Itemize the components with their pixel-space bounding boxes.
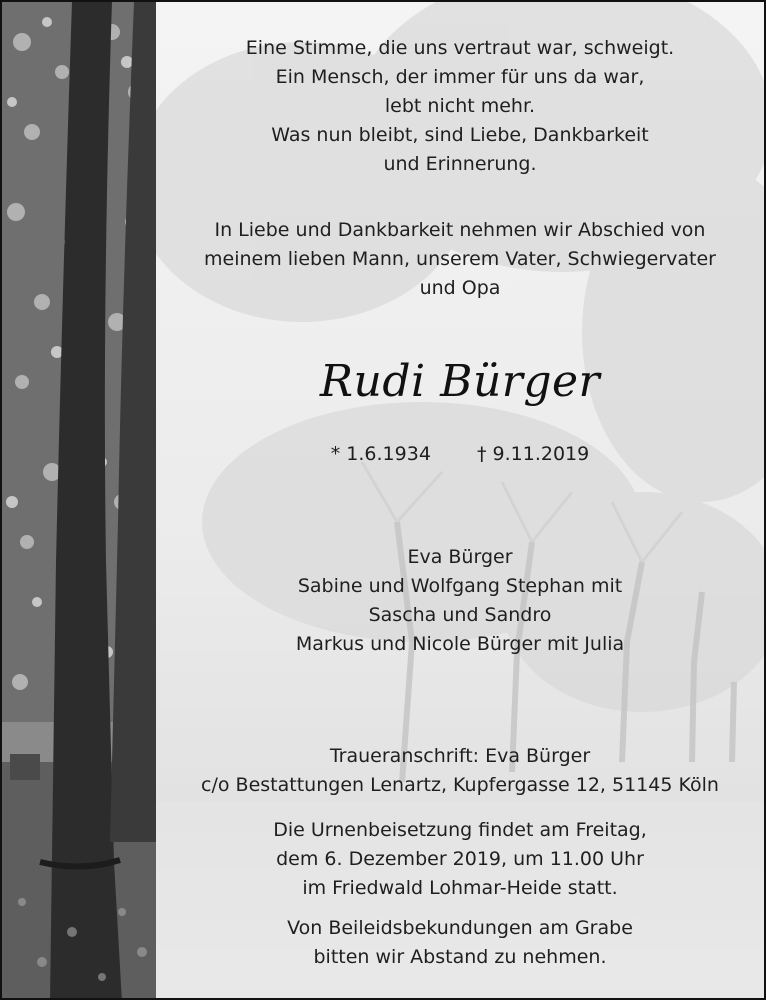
condolence-note [156, 914, 764, 972]
poem-line: lebt nicht mehr. [384, 95, 536, 117]
poem-line: Eine Stimme, die uns vertraut war, schweigt. [245, 37, 675, 59]
condolence-line: Von Beileidsbekundungen am Grabe [287, 917, 633, 939]
deceased-name: Rudi Bürger [319, 356, 601, 407]
birth-date: * 1.6.1934 [330, 443, 431, 465]
mourner-line: Sascha und Sandro [368, 604, 552, 626]
death-date: † 9.11.2019 [476, 443, 590, 465]
poem-line: und Erinnerung. [383, 153, 537, 175]
mourner-line: Sabine und Wolfgang Stephan mit [297, 575, 623, 597]
burial-line: dem 6. Dezember 2019, um 11.00 Uhr [276, 848, 644, 870]
intro-line: und Opa [419, 277, 501, 299]
burial-line: im Friedwald Lohmar-Heide statt. [302, 877, 618, 899]
memorial-poem [156, 34, 764, 179]
tree-trunk-photo [2, 2, 156, 1000]
farewell-intro [156, 216, 764, 303]
intro-line: meinem lieben Mann, unserem Vater, Schwiegervater [204, 248, 716, 270]
burial-line: Die Urnenbeisetzung findet am Freitag, [273, 819, 647, 841]
mourners-list [156, 543, 764, 659]
address-line: Traueranschrift: Eva Bürger [329, 745, 591, 767]
condolence-line: bitten wir Abstand zu nehmen. [313, 946, 607, 968]
poem-line: Was nun bleibt, sind Liebe, Dankbarkeit [271, 124, 649, 146]
mourning-address [156, 742, 764, 800]
poem-line: Ein Mensch, der immer für uns da war, [275, 66, 645, 88]
burial-notice [156, 816, 764, 903]
mourner-line: Markus und Nicole Bürger mit Julia [295, 633, 625, 655]
intro-line: In Liebe und Dankbarkeit nehmen wir Abschied von [214, 219, 706, 241]
mourner-line: Eva Bürger [407, 546, 513, 568]
life-dates [156, 440, 764, 469]
address-line: c/o Bestattungen Lenartz, Kupfergasse 12, 51145 Köln [201, 774, 719, 796]
